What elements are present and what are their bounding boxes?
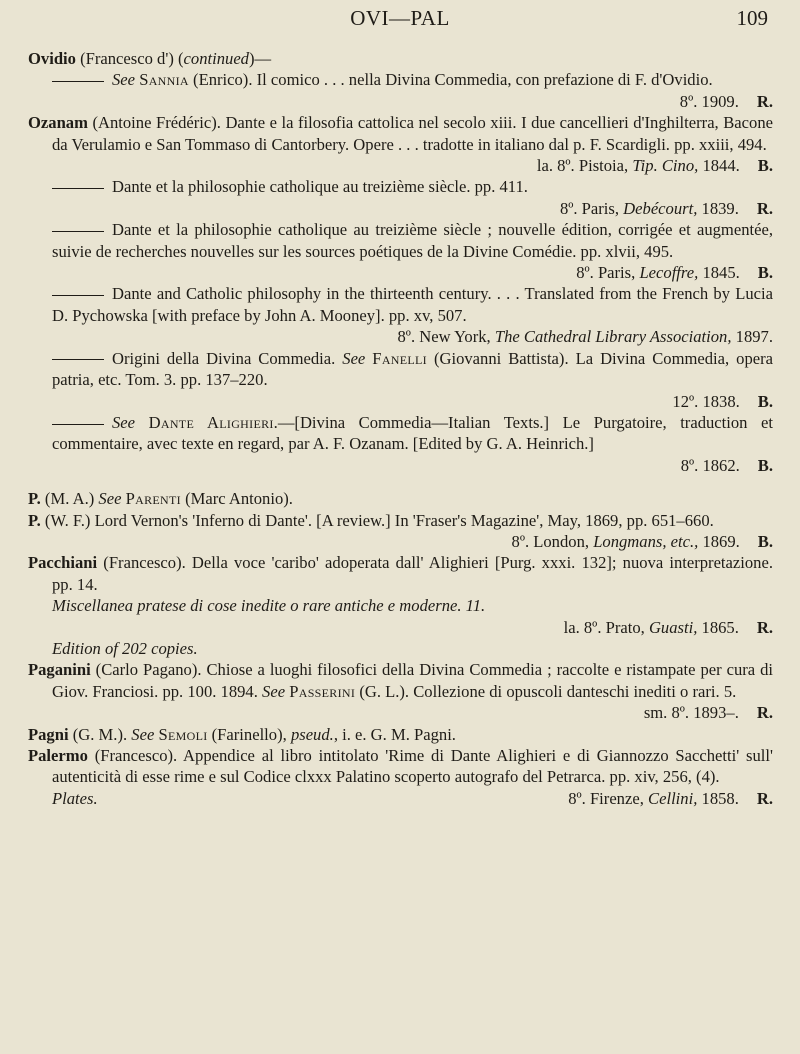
entry-heading: Ozanam [28, 113, 88, 133]
cross-reference: Parenti [125, 489, 181, 509]
edition-note: Edition of 202 copies. [52, 638, 198, 658]
cross-reference: Dante Alighieri [148, 412, 274, 432]
entry-heading: P. [28, 489, 41, 509]
plates-note: Plates. [52, 788, 98, 808]
imprint: 8º. Firenze, Cellini, 1858. R. [568, 789, 773, 809]
entry-pagni: Pagni (G. M.). See Semoli (Farinello), pseud., i. e. G. M. Pagni. [28, 724, 456, 744]
ditto-rule [52, 188, 104, 189]
imprint: la. 8º. Prato, Guasti, 1865. R. [563, 617, 773, 637]
ditto-rule [52, 295, 104, 296]
sub-entry: Dante et la philosophie catholique au treizième siècle ; nouvelle édition, corrigée et augmentée, suivie de recherches nouvelles sur les sources poétiques de la Divine Comédie. pp. xlvii, 495. 8º. Paris, Lecoffre, 1845. B. [52, 220, 773, 283]
sub-entry: Dante et la philosophie catholique au treizième siècle. pp. 411. 8º. Paris, Debécourt, 1839. R. [28, 176, 773, 219]
sub-entry: Dante and Catholic philosophy in the thirteenth century. . . . Translated from the French by Lucia D. Pychowska [with preface by John A. Mooney]. pp. xv, 507. 8º. New York, The Cathedral Library Association, 1897. [52, 284, 773, 347]
cross-reference: Passerini [289, 681, 356, 701]
imprint: la. 8º. Pistoia, Tip. Cino, 1844. B. [536, 156, 773, 176]
ditto-rule [52, 81, 104, 82]
page-number: 109 [736, 6, 768, 30]
sub-entry: See Sannia (Enrico). Il comico . . . nella Divina Commedia, con prefazione di F. d'Ovidio. 8º. 1909. R. [28, 69, 773, 112]
imprint: 8º. 1909. R. [679, 91, 773, 111]
imprint: 12º. 1838. B. [672, 391, 773, 411]
imprint: 8º. Paris, Lecoffre, 1845. B. [576, 263, 773, 283]
sub-entry: Origini della Divina Commedia. See Fanelli (Giovanni Battista). La Divina Commedia, opera patria, etc. Tom. 3. pp. 137–220. 12º. 1838. B. [52, 348, 774, 411]
imprint: 8º. London, Longmans, etc., 1869. B. [511, 531, 773, 551]
imprint: 8º. New York, The Cathedral Library Association, 1897. [397, 327, 773, 347]
entry-heading: Pagni [28, 724, 69, 744]
cross-reference: Semoli [158, 724, 208, 744]
imprint: sm. 8º. 1893–. R. [643, 703, 773, 723]
entry-pacchiani: Pacchiani (Francesco). Della voce 'caribo' adoperata dall' Alighieri [Purg. xxxi. 132]; nuova interpretazione. pp. 14. Miscellanea pratese di cose inedite o rare antiche e moderne. 11. la. 8º. Prato, Guasti, 1865. R. Edition of 202 copies. [28, 553, 773, 658]
cross-reference: Fanelli [372, 348, 427, 368]
running-header [0, 6, 800, 40]
entry-heading: Palermo [28, 746, 88, 765]
entry-ozanam: Ozanam (Antoine Frédéric). Dante e la filosofia cattolica nel secolo xiii. I due cancellieri d'Inghilterra, Bacone da Verulamio e San Tommaso di Cantorbery. Opere . . . tradotte in italiano dal p. F. Scardigli. pp. xxiii, 494. la. 8º. Pistoia, Tip. Cino, 1844. B. [28, 113, 773, 176]
entry-p-ma: P. (M. A.) See Parenti (Marc Antonio). [28, 489, 293, 509]
ditto-rule [52, 424, 104, 425]
cross-reference: Sannia [139, 70, 189, 90]
entry-heading: Paganini [28, 660, 91, 680]
entry-heading: Ovidio [28, 49, 76, 68]
series-note: Miscellanea pratese di cose inedite o rare antiche e moderne. 11. [52, 596, 486, 616]
entry-heading: P. [28, 510, 41, 530]
entry-paganini: Paganini (Carlo Pagano). Chiose a luoghi filosofici della Divina Commedia ; raccolte e ristampate per cura di Giov. Franciosi. pp. 100. 1894. See Passerini (G. L.). Collezione di opuscoli danteschi inediti o rari. 5. sm. 8º. 1893–. R. [28, 660, 773, 723]
entry-p-wf: P. (W. F.) Lord Vernon's 'Inferno di Dante'. [A review.] In 'Fraser's Magazine', May, 1869, pp. 651–660. 8º. London, Longmans, etc., 1869. B. [28, 510, 773, 551]
sub-entry: See Dante Alighieri.—[Divina Commedia—Italian Texts.] Le Purgatoire, traduction et commentaire, avec texte en regard, par A. F. Ozanam. [Edited by G. A. Heinrich.] 8º. 1862. B. [52, 412, 773, 475]
entry-heading: Pacchiani [28, 553, 98, 573]
catalogue-entries [28, 48, 773, 810]
imprint: 8º. Paris, Debécourt, 1839. R. [559, 198, 773, 218]
running-title: OVI—PAL [350, 6, 450, 30]
imprint: 8º. 1862. B. [680, 455, 773, 475]
entry-palermo: Palermo (Francesco). Appendice al libro intitolato 'Rime di Dante Alighieri e di Giannozzo Sacchetti' sull' autenticità di esse rime e sul Codice clxxx Palatino scoperto autografo del Petrarca. pp. xiv, 256, (4). Plates. 8º. Firenze, Cellini, 1858. R. [28, 746, 773, 809]
entry-ovidio: Ovidio (Francesco d') (continued)— [28, 49, 272, 68]
spacer [28, 476, 773, 488]
ditto-rule [52, 231, 104, 232]
ditto-rule [52, 359, 104, 360]
